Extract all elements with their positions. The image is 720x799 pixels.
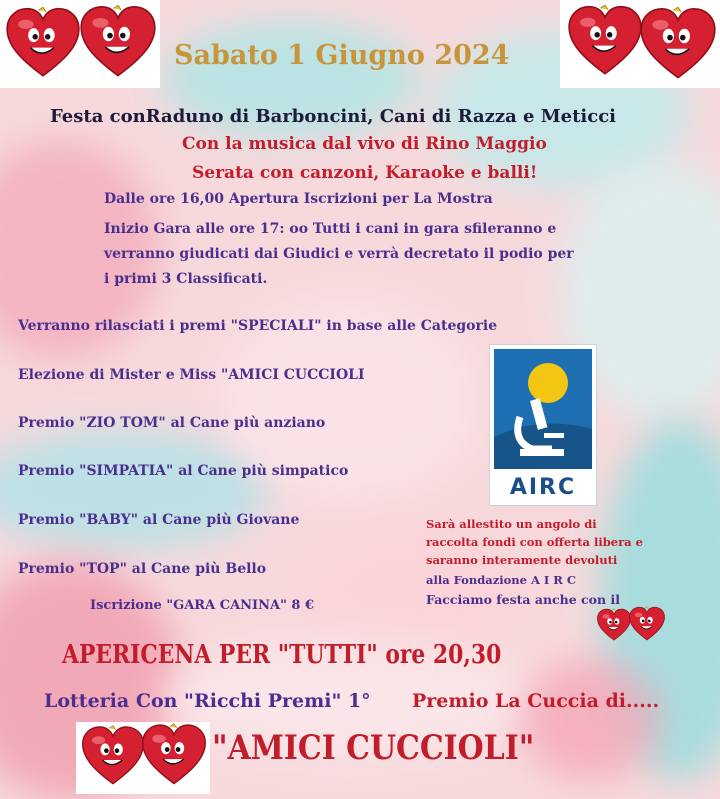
event-headline: Festa conRaduno di Barboncini, Cani di Razza e Meticci: [50, 106, 617, 127]
airc-microscope-logo: [490, 345, 596, 473]
prize-item: Premio "SIMPATIA" al Cane più simpatico: [18, 463, 349, 479]
smiling-heart-icon: [78, 4, 158, 80]
contest-line: i primi 3 Classificati.: [104, 271, 268, 287]
apericena-line: APERICENA PER "TUTTI" ore 20,30: [62, 640, 502, 670]
prize-item: Premio "ZIO TOM" al Cane più anziano: [18, 415, 326, 431]
music-line: Con la musica dal vivo di Rino Maggio: [182, 134, 547, 154]
closing-title: "AMICI CUCCIOLI": [212, 728, 535, 768]
fundraising-line: saranno interamente devoluti: [426, 553, 618, 567]
smiling-heart-icon: [628, 606, 666, 642]
contest-line: Inizio Gara alle ore 17: oo Tutti i cani in gara sfileranno e: [104, 221, 557, 237]
smiling-heart-icon: [4, 6, 82, 80]
prize-item: Elezione di Mister e Miss "AMICI CUCCIOLI: [18, 367, 365, 383]
prize-item: Premio "TOP" al Cane più Bello: [18, 561, 267, 577]
smiling-heart-icon: [596, 608, 632, 642]
registration-line: Dalle ore 16,00 Apertura Iscrizioni per La Mostra: [104, 191, 493, 207]
registration-fee: Iscrizione "GARA CANINA" 8 €: [90, 598, 315, 613]
airc-logo-text: AIRC: [509, 475, 577, 500]
prize-item: Premio "BABY" al Cane più Giovane: [18, 512, 300, 528]
smiling-heart-icon: [566, 4, 644, 78]
event-date: Sabato 1 Giugno 2024: [174, 40, 510, 71]
smiling-heart-icon: [140, 722, 208, 788]
fundraising-line: alla Fondazione A I R C: [426, 573, 576, 587]
smiling-heart-icon: [638, 6, 718, 82]
lottery-prize: Premio La Cuccia di.....: [412, 690, 660, 712]
smiling-heart-icon: [80, 724, 146, 788]
contest-line: verranno giudicati dai Giudici e verrà decretato il podio per: [104, 246, 574, 262]
fundraising-line: raccolta fondi con offerta libera e: [426, 535, 643, 549]
prize-item: Verranno rilasciati i premi "SPECIALI" in base alle Categorie: [18, 318, 498, 334]
airc-logo: [489, 344, 597, 506]
fundraising-line: Sarà allestito un angolo di: [426, 517, 597, 531]
fundraising-line: Facciamo festa anche con il: [426, 592, 620, 607]
lottery-line: Lotteria Con "Ricchi Premi" 1°: [44, 690, 371, 712]
evening-line: Serata con canzoni, Karaoke e balli!: [192, 163, 538, 183]
